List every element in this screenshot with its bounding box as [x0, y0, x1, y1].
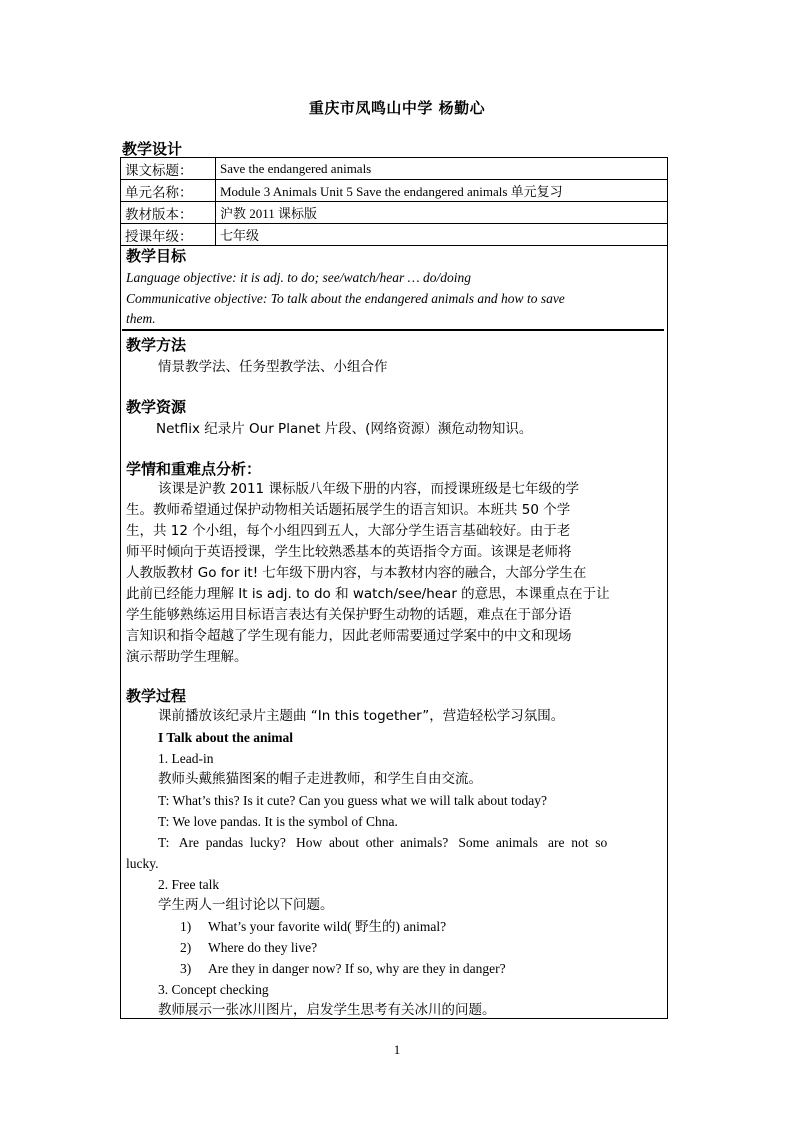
process-section	[126, 685, 664, 1021]
process-heading: 教学过程	[126, 687, 187, 705]
dialogue-line-cont: lucky.	[126, 856, 159, 871]
page-number: 1	[393, 1042, 401, 1057]
list-number: 2)	[180, 940, 192, 955]
list-number: 3)	[180, 961, 192, 976]
page-title: 重庆市凤鸣山中学 杨勤心	[308, 99, 486, 117]
list-text: Where do they live?	[208, 940, 318, 955]
analysis-line: 人教版教材 Go for it! 七年级下册内容，与本教材内容的融合，大部分学生在	[126, 565, 587, 581]
methods-heading: 教学方法	[126, 336, 187, 354]
resources-text: Netflix 纪录片 Our Planet 片段、(网络资源）濒危动物知识。	[156, 421, 533, 437]
methods-text: 情景教学法、任务型教学法、小组合作	[158, 359, 388, 375]
dialogue-line: T: We love pandas. It is the symbol of Chna.	[158, 814, 398, 829]
dialogue-line: T: What’s this? Is it cute? Can you guess what we will talk about today?	[158, 793, 547, 808]
analysis-line: 该课是沪教 2011 课标版八年级下册的内容，而授课班级是七年级的学	[158, 481, 579, 497]
table-row	[121, 180, 668, 202]
goals-heading: 教学目标	[126, 247, 187, 265]
analysis-section	[126, 458, 664, 668]
communicative-objective-cont: them.	[126, 311, 156, 326]
list-text: What’s your favorite wild( 野生的) animal?	[208, 919, 447, 934]
row-value: 沪教 2011 课标版	[216, 202, 668, 224]
table-row	[121, 202, 668, 224]
row-value: Module 3 Animals Unit 5 Save the endangered animals 单元复习	[216, 180, 668, 202]
row-label: 单元名称：	[121, 180, 216, 202]
list-text: Are they in danger now? If so, why are they in danger?	[208, 961, 506, 976]
communicative-objective: Communicative objective: To talk about the endangered animals and how to save	[126, 290, 565, 306]
methods-section	[126, 334, 664, 378]
list-item	[126, 937, 664, 958]
list-item	[126, 958, 664, 979]
concept-text: 教师展示一张冰川图片，启发学生思考有关冰川的问题。	[158, 1002, 496, 1018]
table-row	[121, 158, 668, 180]
list-item	[126, 916, 664, 937]
goals-section	[126, 245, 664, 330]
list-number: 1)	[180, 919, 192, 934]
leadin-title: 1. Lead-in	[158, 751, 214, 766]
design-heading: 教学设计	[122, 140, 183, 158]
row-label: 授课年级：	[121, 224, 216, 246]
resources-heading: 教学资源	[126, 398, 187, 416]
section-divider	[122, 329, 664, 331]
analysis-line: 生。教师希望通过保护动物相关话题拓展学生的语言知识。本班共 50 个学	[126, 502, 571, 518]
lesson-info-table	[120, 157, 668, 246]
analysis-heading: 学情和重难点分析：	[126, 460, 262, 478]
free-talk-text: 学生两人一组讨论以下问题。	[158, 897, 334, 913]
table-row	[121, 224, 668, 246]
resources-section	[126, 396, 664, 440]
leadin-text: 教师头戴熊猫图案的帽子走进教师，和学生自由交流。	[158, 771, 482, 787]
row-label: 教材版本：	[121, 202, 216, 224]
dialogue-line: T: Are pandas lucky? How about other animals? Some animals are not so	[158, 835, 608, 850]
process-intro: 课前播放该纪录片主题曲 “In this together”，营造轻松学习氛围。	[158, 708, 565, 724]
analysis-line: 演示帮助学生理解。	[126, 649, 248, 665]
row-value: Save the endangered animals	[216, 158, 668, 180]
row-label: 课文标题：	[121, 158, 216, 180]
row-value: 七年级	[216, 224, 668, 246]
analysis-line: 此前已经能力理解 It is adj. to do 和 watch/see/hear 的意思，本课重点在于让	[126, 586, 610, 602]
analysis-line: 言知识和指令超越了学生现有能力，因此老师需要通过学案中的中文和现场	[126, 628, 572, 644]
analysis-line: 生，共 12 个小组，每个小组四到五人，大部分学生语言基础较好。由于老	[126, 523, 571, 539]
concept-title: 3. Concept checking	[158, 982, 269, 997]
free-talk-title: 2. Free talk	[158, 877, 220, 892]
part-one-title: I Talk about the animal	[158, 730, 294, 745]
language-objective: Language objective: it is adj. to do; see/watch/hear … do/doing	[126, 270, 471, 285]
analysis-line: 师平时倾向于英语授课，学生比较熟悉基本的英语指令方面。该课是老师将	[126, 544, 572, 560]
analysis-line: 学生能够熟练运用目标语言表达有关保护野生动物的话题，难点在于部分语	[126, 607, 572, 623]
